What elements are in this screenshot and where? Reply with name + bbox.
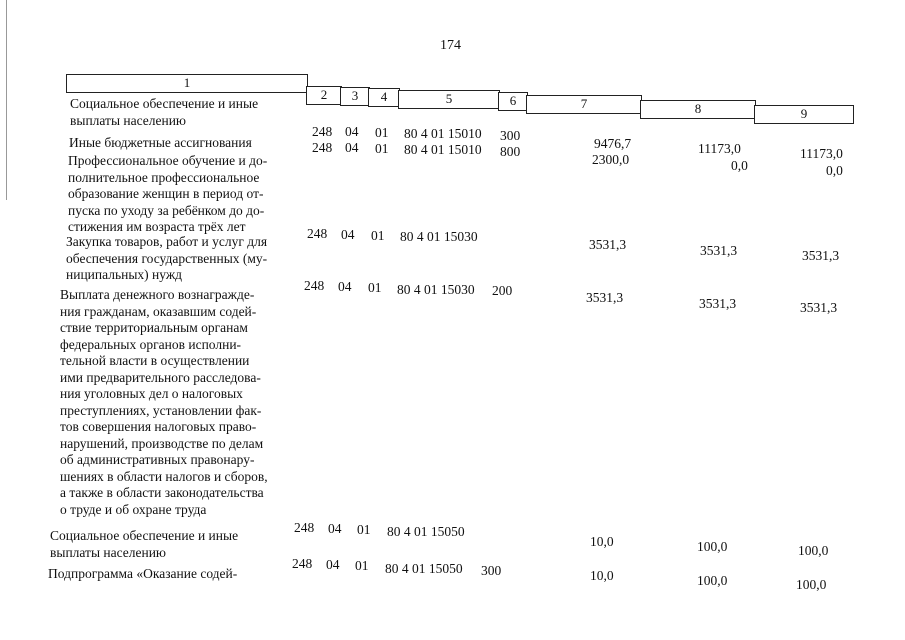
cell-c8: 11173,0: [698, 141, 741, 156]
margin-line: [6, 0, 7, 200]
cell-c8: 100,0: [697, 573, 728, 588]
header-col-7: 7: [526, 95, 642, 114]
cell-c2: 248: [312, 140, 333, 155]
cell-c5: 80 4 01 15030: [400, 229, 478, 244]
cell-c8: 0,0: [731, 158, 748, 173]
cell-c7: 3531,3: [589, 237, 627, 252]
cell-c5: 80 4 01 15030: [397, 282, 475, 297]
cell-c3: 04: [345, 124, 359, 139]
cell-c7: 2300,0: [592, 152, 630, 167]
cell-c3: 04: [326, 557, 340, 572]
cell-c2: 248: [304, 278, 325, 293]
cell-c5: 80 4 01 15010: [404, 142, 482, 157]
cell-c9: 3531,3: [802, 248, 840, 263]
row-label: Подпрограмма «Оказание содей-: [48, 566, 238, 581]
cell-c7: 9476,7: [594, 136, 632, 151]
header-col-2: 2: [306, 86, 342, 105]
header-col-1: 1: [66, 74, 308, 93]
cell-c7: 10,0: [590, 534, 614, 549]
cell-c3: 04: [338, 279, 352, 294]
cell-c8: 3531,3: [700, 243, 738, 258]
cell-c6: 200: [492, 283, 513, 298]
cell-c5: 80 4 01 15050: [387, 524, 465, 539]
cell-c9: 100,0: [798, 543, 829, 558]
cell-c3: 04: [328, 521, 342, 536]
cell-c3: 04: [345, 140, 359, 155]
cell-c2: 248: [292, 556, 313, 571]
cell-c8: 3531,3: [699, 296, 737, 311]
cell-c4: 01: [368, 280, 382, 295]
header-col-6: 6: [498, 92, 528, 111]
cell-c4: 01: [375, 125, 389, 140]
cell-c2: 248: [312, 124, 333, 139]
cell-c7: 10,0: [590, 568, 614, 583]
cell-c6: 300: [500, 128, 521, 143]
cell-c2: 248: [294, 520, 315, 535]
cell-c3: 04: [341, 227, 355, 242]
header-col-3: 3: [340, 87, 370, 106]
header-col-5: 5: [398, 90, 500, 109]
row-label: Выплата денежного вознагражде- ния гражданам, оказавшим содей- ствие территориальным органам федеральных органов исполни- тельной власти в осуществлении ими предварительного расследова- ния уголовных дел о налоговых преступлениях, установлении фак- тов совершения налоговых право- нарушений, производстве по делам об административных правонару- шениях в области налогов и сборов, а также в области законодательства о труде и об охране труда: [60, 287, 268, 517]
row-label: Социальное обеспечение и иные выплаты населению: [50, 528, 239, 560]
header-col-8: 8: [640, 100, 756, 119]
cell-c4: 01: [355, 558, 369, 573]
cell-c4: 01: [357, 522, 371, 537]
cell-c9: 100,0: [796, 577, 827, 592]
header-col-9: 9: [754, 105, 854, 124]
cell-c5: 80 4 01 15050: [385, 561, 463, 576]
cell-c4: 01: [375, 141, 389, 156]
header-col-4: 4: [368, 88, 400, 107]
cell-c7: 3531,3: [586, 290, 624, 305]
cell-c9: 3531,3: [800, 300, 838, 315]
row-label: Профессиональное обучение и до- полнительное профессиональное образование женщин в период от- пуска по уходу за ребёнком до до- стижения им возраста трёх лет: [68, 153, 268, 234]
cell-c4: 01: [371, 228, 385, 243]
page-number: 174: [440, 38, 461, 53]
row-label: Социальное обеспечение и иные выплаты населению: [70, 96, 259, 128]
cell-c8: 100,0: [697, 539, 728, 554]
cell-c6: 800: [500, 144, 521, 159]
cell-c2: 248: [307, 226, 328, 241]
cell-c9: 0,0: [826, 163, 843, 178]
row-label: Закупка товаров, работ и услуг для обеспечения государственных (му- ниципальных) нужд: [66, 234, 268, 282]
cell-c5: 80 4 01 15010: [404, 126, 482, 141]
cell-c6: 300: [481, 563, 502, 578]
cell-c9: 11173,0: [800, 146, 843, 161]
row-label: Иные бюджетные ассигнования: [69, 135, 252, 150]
